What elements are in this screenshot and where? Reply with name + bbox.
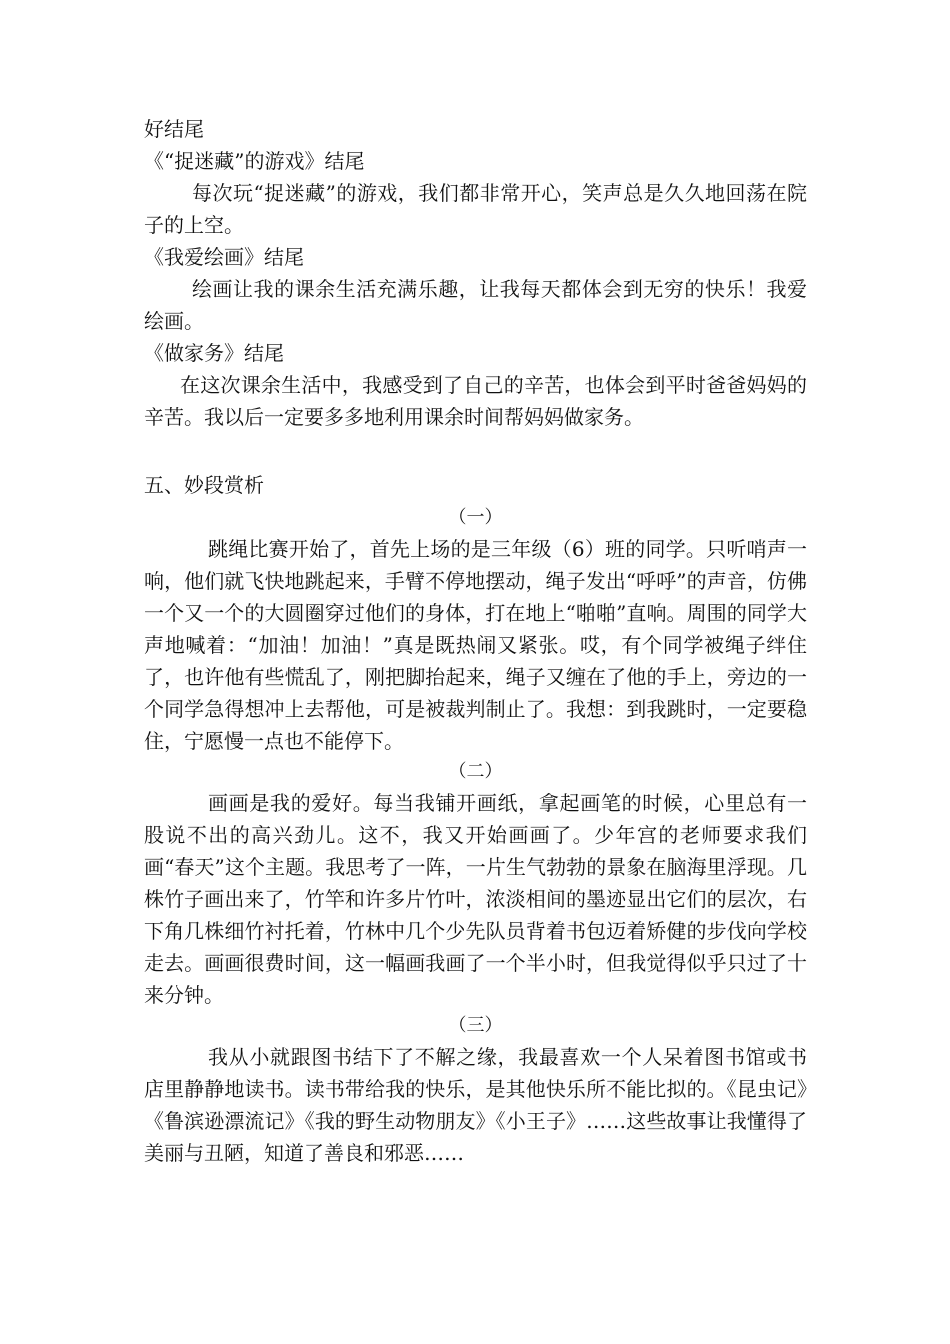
good-endings-heading: 好结尾 [144,117,204,141]
ending-title-hide-and-seek: 《“捉迷藏”的游戏》结尾 [144,149,365,173]
ending-text-housework: 在这次课余生活中，我感受到了自己的辛苦，也体会到平时爸爸妈妈的辛苦。我以后一定要多多地利用课余时间帮妈妈做家务。 [144,373,807,429]
passage-text-1: 跳绳比赛开始了，首先上场的是三年级（6）班的同学。只听哨声一响，他们就飞快地跳起来，手臂不停地摆动，绳子发出“呼呼”的声音，仿佛一个又一个的大圆圈穿过他们的身体，打在地上“啪啪”直响。周围的同学大声地喊着：“加油！加油！”真是既热闹又紧张。哎，有个同学被绳子绊住了，也许他有些慌乱了，刚把脚抬起来，绳子又缠在了他的手上，旁边的一个同学急得想冲上去帮他，可是被裁判制止了。我想：到我跳时，一定要稳住，宁愿慢一点也不能停下。 [144,537,807,753]
ending-title-painting: 《我爱绘画》结尾 [144,245,304,269]
passage-label-3: （三） [448,1015,503,1036]
passage-label-1: （一） [448,507,503,528]
ending-text-painting: 绘画让我的课余生活充满乐趣，让我每天都体会到无穷的快乐！我爱绘画。 [144,277,807,333]
section-spacer [144,433,807,465]
appreciation-heading: 五、妙段赏析 [144,473,264,497]
ending-title-housework: 《做家务》结尾 [144,341,284,365]
passage-text-3: 我从小就跟图书结下了不解之缘，我最喜欢一个人呆着图书馆或书店里静静地读书。读书带给我的快乐，是其他快乐所不能比拟的。《昆虫记》《鲁滨逊漂流记》《我的野生动物朋友》《小王子》……这些故事让我懂得了美丽与丑陋，知道了善良和邪恶…… [144,1045,807,1165]
passage-label-2: （二） [448,761,503,782]
document-page [144,113,807,1169]
passage-text-2: 画画是我的爱好。每当我铺开画纸，拿起画笔的时候，心里总有一股说不出的高兴劲儿。这不，我又开始画画了。少年宫的老师要求我们画“春天”这个主题。我思考了一阵，一片生气勃勃的景象在脑海里浮现。几株竹子画出来了，竹竿和许多片竹叶，浓淡相间的墨迹显出它们的层次，右下角几株细竹衬托着，竹林中几个少先队员背着书包迈着矫健的步伐向学校走去。画画很费时间，这一幅画我画了一个半小时，但我觉得似乎只过了十来分钟。 [144,791,807,1007]
ending-text-hide-and-seek: 每次玩“捉迷藏”的游戏，我们都非常开心，笑声总是久久地回荡在院子的上空。 [144,181,807,237]
